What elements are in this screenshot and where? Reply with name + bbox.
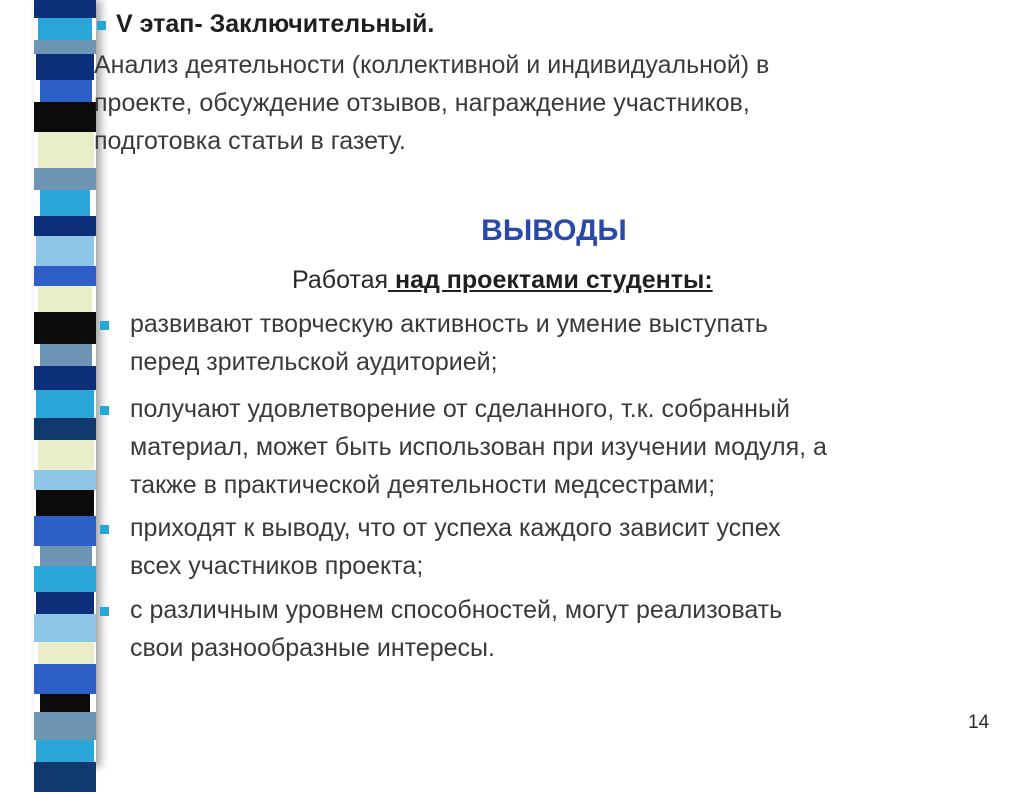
bullet-item-1 — [100, 321, 109, 330]
stage-title: V этап- Заключительный. — [116, 10, 435, 38]
stage-line-1: Анализ деятельности (коллективной и индивидуальной) в — [94, 51, 770, 79]
bullet-stage — [97, 21, 106, 30]
conclusions-subtitle — [292, 266, 713, 295]
page-number: 14 — [968, 712, 990, 733]
bullet-item-3 — [100, 525, 109, 534]
item-1-line-2: перед зрительской аудиторией; — [130, 348, 498, 376]
conclusions-title: ВЫВОДЫ — [481, 214, 627, 247]
item-2-line-1: получают удовлетворение от сделанного, т.к. собранный — [130, 395, 790, 423]
item-2-line-2: материал, может быть использован при изучении модуля, а — [130, 433, 827, 461]
item-3-line-1: приходят к выводу, что от успеха каждого зависит успех — [130, 514, 781, 542]
stage-line-2: проекте, обсуждение отзывов, награждение участников, — [94, 89, 750, 117]
item-2-line-3: также в практической деятельности медсестрами; — [130, 471, 716, 499]
subtitle-plain: Работая — [292, 266, 389, 294]
stage-line-3: подготовка статьи в газету. — [94, 127, 406, 155]
bullet-item-4 — [100, 607, 109, 616]
item-4-line-2: свои разнообразные интересы. — [130, 634, 495, 662]
item-1-line-1: развивают творческую активность и умение выступать — [130, 310, 768, 338]
bullet-item-2 — [100, 406, 109, 415]
subtitle-underlined: над проектами студенты: — [388, 266, 713, 294]
item-4-line-1: с различным уровнем способностей, могут реализовать — [130, 596, 783, 624]
item-3-line-2: всех участников проекта; — [130, 552, 424, 580]
